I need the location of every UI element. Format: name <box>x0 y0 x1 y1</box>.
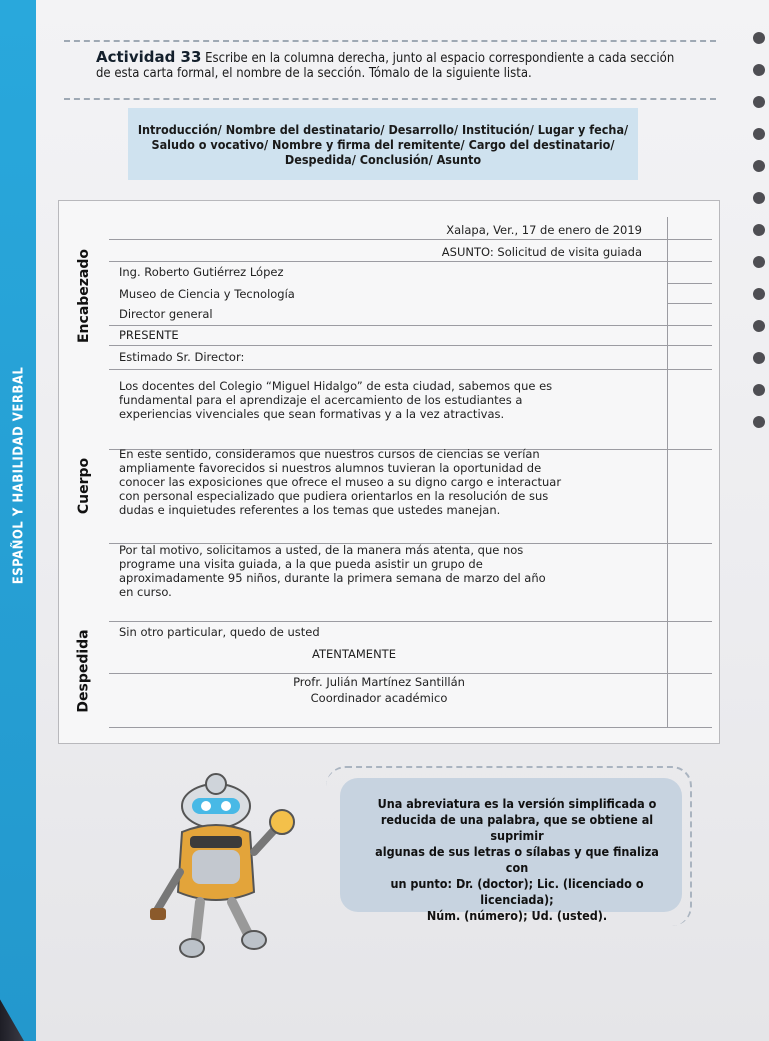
section-label-body: Cuerpo <box>76 457 92 515</box>
word-list-line-3: Despedida/ Conclusión/ Asunto <box>284 151 482 167</box>
binder-rings <box>743 24 765 444</box>
answer-field[interactable] <box>667 543 712 622</box>
instruction-line-2: de esta carta formal, el nombre de la sección. Tómalo de la siguiente lista. <box>96 66 532 81</box>
greeting: Estimado Sr. Director: <box>119 350 245 364</box>
development-paragraph: En este sentido, consideramos que nuestros cursos de ciencias se verían ampliamente favorecidos si nuestros alumnos tuvieran la oportunidad de conocer las exposiciones que ofrece el museo a su digno cargo e interactuar con personal especializado que pudiera orientarlos en la resolución de sus dudas e inquietudes referentes a los temas que ustedes manejan. <box>119 447 562 517</box>
answer-field[interactable] <box>667 345 712 370</box>
intro-paragraph: Los docentes del Colegio “Miguel Hidalgo” de esta ciudad, sabemos que es fundamental para el aprendizaje el acercamiento de los estudiantes a experiencias vivenciales que sean formativas y a la vez atractivas. <box>119 379 553 421</box>
answer-field[interactable] <box>667 369 712 450</box>
section-label-header: Encabezado <box>76 248 92 344</box>
activity-number: Actividad 33 <box>96 48 202 66</box>
subject-line: ASUNTO: Solicitud de visita guiada <box>441 245 642 259</box>
subject-sidebar <box>0 0 36 1041</box>
word-list-line-1: Introducción/ Nombre del destinatario/ Desarrollo/ Institución/ Lugar y fecha/ <box>137 121 629 137</box>
section-names-list <box>128 108 638 180</box>
sender-name: Profr. Julián Martínez Santillán <box>293 675 465 689</box>
institution: Museo de Ciencia y Tecnología <box>119 287 295 301</box>
robot-mascot-illustration <box>136 762 296 962</box>
answer-field[interactable] <box>667 621 712 674</box>
answer-field[interactable] <box>667 303 712 326</box>
recipient-role: Director general <box>119 307 213 321</box>
answer-field[interactable] <box>667 283 712 304</box>
word-list-line-2: Saludo o vocativo/ Nombre y firma del remitente/ Cargo del destinatario/ <box>151 136 615 152</box>
answer-field[interactable] <box>667 239 712 262</box>
sidebar-label: ESPAÑOL Y HABILIDAD VERBAL <box>11 366 27 584</box>
recipient-name: Ing. Roberto Gutiérrez López <box>119 265 284 279</box>
activity-instructions <box>64 40 716 100</box>
presente: PRESENTE <box>119 328 179 342</box>
farewell-closing: ATENTAMENTE <box>312 647 396 661</box>
abbreviation-note: Una abreviatura es la versión simplificada o reducida de una palabra, que se obtiene al suprimir algunas de sus letras o sílabas y que finaliza con un punto: Dr. (doctor); Lic. (licenciado o licenciada); Núm. (número); Ud. (usted). <box>340 778 682 912</box>
answer-field[interactable] <box>667 217 712 240</box>
section-label-closing: Despedida <box>76 629 93 713</box>
formal-letter <box>58 200 720 744</box>
conclusion-paragraph: Por tal motivo, solicitamos a usted, de la manera más atenta, que nos programe una visita guiada, a la que pueda asistir un grupo de aproximadamente 95 niños, durante la primera semana de marzo del año en curso. <box>119 543 546 599</box>
sender-role: Coordinador académico <box>310 691 448 705</box>
answer-field[interactable] <box>667 449 712 544</box>
farewell: Sin otro particular, quedo de usted <box>119 625 320 639</box>
instruction-line-1: Escribe en la columna derecha, junto al espacio correspondiente a cada sección <box>205 51 675 66</box>
place-date: Xalapa, Ver., 17 de enero de 2019 <box>446 223 642 237</box>
answer-field[interactable] <box>667 261 712 284</box>
answer-field[interactable] <box>667 673 712 728</box>
answer-field[interactable] <box>667 325 712 346</box>
